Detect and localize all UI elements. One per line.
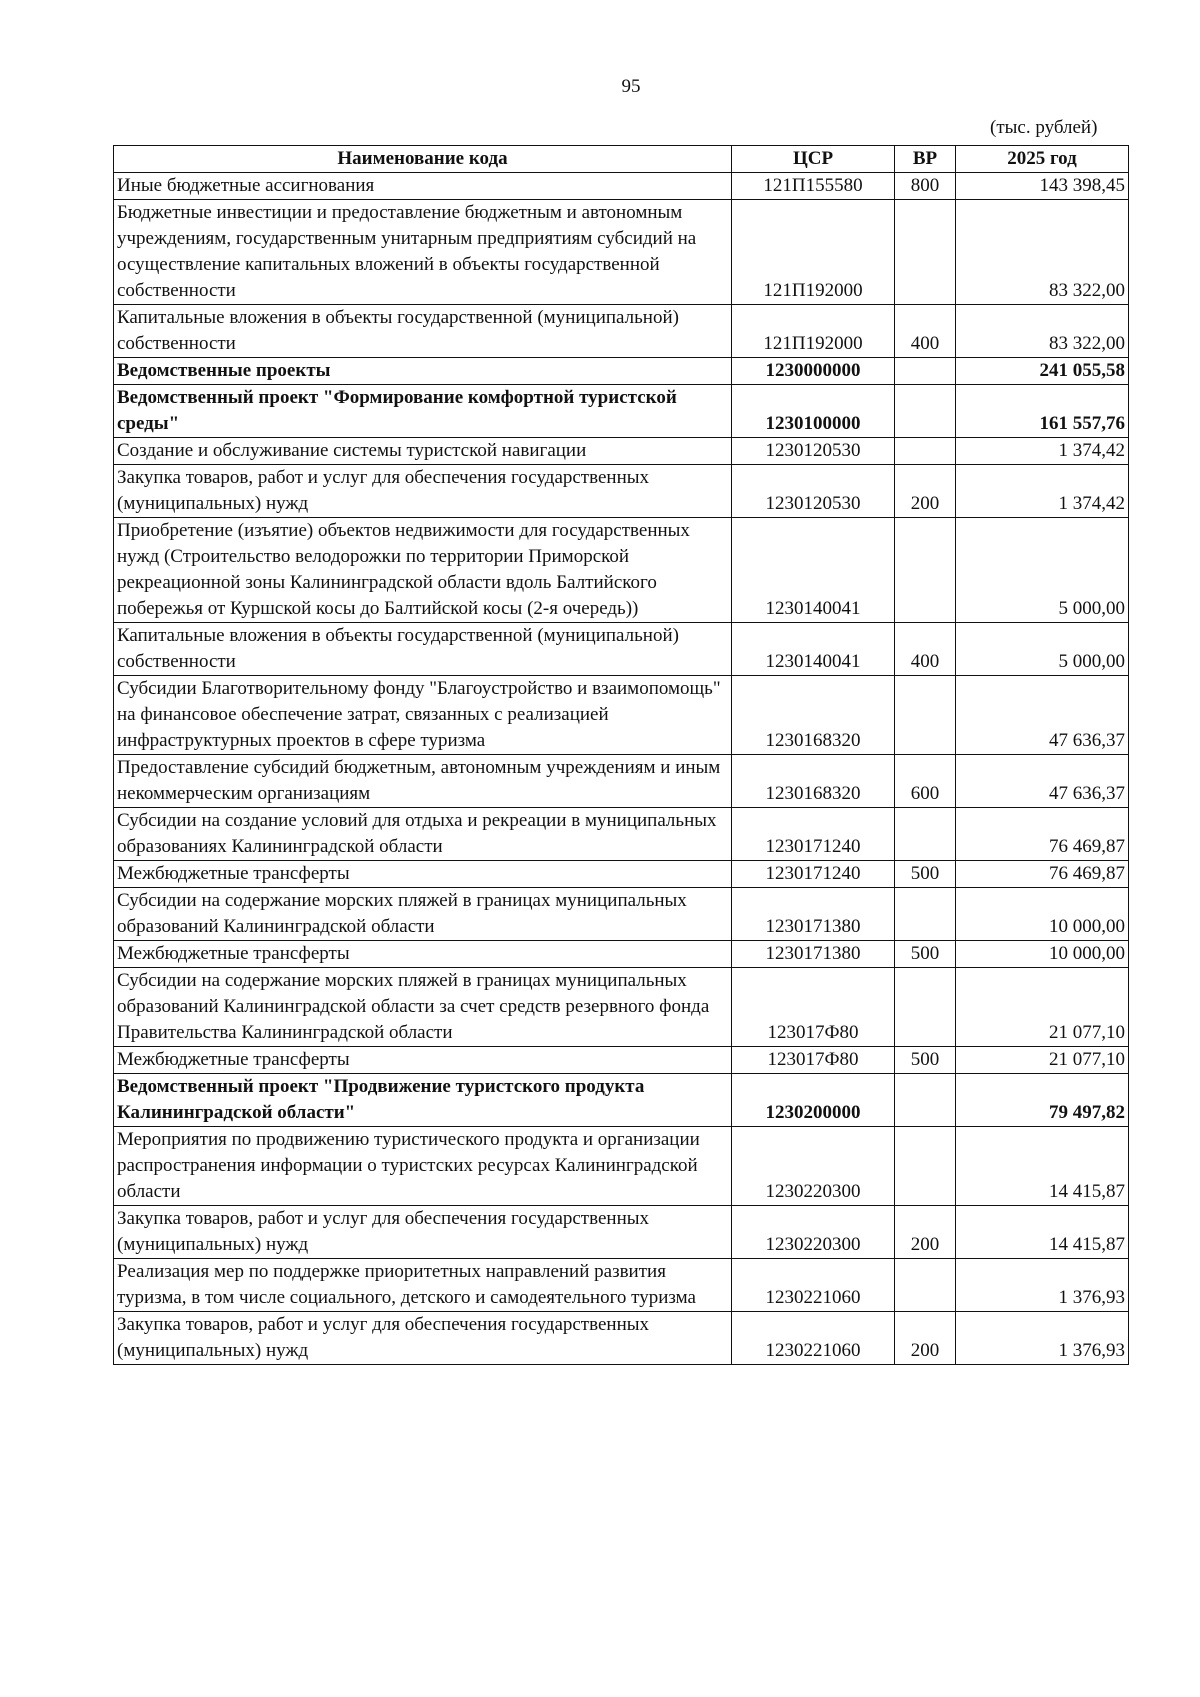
row-amount-cell: 10 000,00 <box>956 941 1129 968</box>
row-csr-cell: 1230100000 <box>732 385 895 438</box>
table-body <box>114 173 1129 1365</box>
row-name-cell: Субсидии на содержание морских пляжей в границах муниципальных образований Калининградской области за счет средств резервного фонда Правительства Калининградской области <box>114 968 732 1047</box>
table-row <box>114 465 1129 518</box>
row-amount-cell: 161 557,76 <box>956 385 1129 438</box>
row-name-cell: Предоставление субсидий бюджетным, автономным учреждениям и иным некоммерческим организациям <box>114 755 732 808</box>
row-name-cell: Субсидии на создание условий для отдыха и рекреации в муниципальных образованиях Калининградской области <box>114 808 732 861</box>
row-csr-cell: 1230120530 <box>732 438 895 465</box>
row-name-cell: Ведомственный проект "Формирование комфортной туристской среды" <box>114 385 732 438</box>
row-amount-cell: 1 376,93 <box>956 1259 1129 1312</box>
row-name-cell: Иные бюджетные ассигнования <box>114 173 732 200</box>
row-csr-cell: 121П192000 <box>732 200 895 305</box>
row-name-cell: Создание и обслуживание системы туристской навигации <box>114 438 732 465</box>
header-name: Наименование кода <box>114 146 732 173</box>
table-row <box>114 755 1129 808</box>
row-name-cell: Приобретение (изъятие) объектов недвижимости для государственных нужд (Строительство велодорожки по территории Приморской рекреационной зоны Калининградской области вдоль Балтийского побережья от Куршской косы до Балтийской косы (2-я очередь)) <box>114 518 732 623</box>
table-row <box>114 676 1129 755</box>
row-csr-cell: 1230140041 <box>732 623 895 676</box>
row-csr-cell: 1230171240 <box>732 861 895 888</box>
row-vr-cell <box>895 1074 956 1127</box>
row-amount-cell: 1 374,42 <box>956 438 1129 465</box>
table-row <box>114 385 1129 438</box>
header-amount: 2025 год <box>956 146 1129 173</box>
table-row <box>114 941 1129 968</box>
row-csr-cell: 1230171240 <box>732 808 895 861</box>
row-vr-cell <box>895 518 956 623</box>
row-vr-cell: 400 <box>895 623 956 676</box>
row-amount-cell: 21 077,10 <box>956 968 1129 1047</box>
row-vr-cell <box>895 676 956 755</box>
table-row <box>114 1127 1129 1206</box>
row-amount-cell: 76 469,87 <box>956 808 1129 861</box>
table-row <box>114 518 1129 623</box>
row-vr-cell: 600 <box>895 755 956 808</box>
row-vr-cell: 200 <box>895 465 956 518</box>
row-csr-cell: 1230171380 <box>732 941 895 968</box>
row-amount-cell: 5 000,00 <box>956 518 1129 623</box>
row-amount-cell: 21 077,10 <box>956 1047 1129 1074</box>
unit-note: (тыс. рублей) <box>990 117 1098 138</box>
row-csr-cell: 121П155580 <box>732 173 895 200</box>
row-amount-cell: 47 636,37 <box>956 676 1129 755</box>
row-csr-cell: 1230171380 <box>732 888 895 941</box>
row-name-cell: Субсидии Благотворительному фонду "Благоустройство и взаимопомощь" на финансовое обеспечение затрат, связанных с реализацией инфраструктурных проектов в сфере туризма <box>114 676 732 755</box>
row-name-cell: Закупка товаров, работ и услуг для обеспечения государственных (муниципальных) нужд <box>114 1312 732 1365</box>
row-vr-cell: 500 <box>895 1047 956 1074</box>
row-csr-cell: 1230140041 <box>732 518 895 623</box>
row-amount-cell: 143 398,45 <box>956 173 1129 200</box>
row-name-cell: Закупка товаров, работ и услуг для обеспечения государственных (муниципальных) нужд <box>114 465 732 518</box>
table-row <box>114 1312 1129 1365</box>
row-vr-cell: 800 <box>895 173 956 200</box>
table-row <box>114 305 1129 358</box>
row-vr-cell <box>895 808 956 861</box>
row-csr-cell: 1230221060 <box>732 1312 895 1365</box>
row-amount-cell: 241 055,58 <box>956 358 1129 385</box>
table-row <box>114 1074 1129 1127</box>
row-csr-cell: 1230168320 <box>732 676 895 755</box>
header-vr: ВР <box>895 146 956 173</box>
page-number: 95 <box>621 76 641 97</box>
row-name-cell: Бюджетные инвестиции и предоставление бюджетным и автономным учреждениям, государственным унитарным предприятиям субсидий на осуществление капитальных вложений в объекты государственной собственности <box>114 200 732 305</box>
budget-table <box>113 145 1129 1365</box>
row-name-cell: Реализация мер по поддержке приоритетных направлений развития туризма, в том числе социального, детского и самодеятельного туризма <box>114 1259 732 1312</box>
row-csr-cell: 1230000000 <box>732 358 895 385</box>
table-row <box>114 888 1129 941</box>
row-name-cell: Мероприятия по продвижению туристического продукта и организации распространения информации о туристских ресурсах Калининградской области <box>114 1127 732 1206</box>
row-amount-cell: 1 374,42 <box>956 465 1129 518</box>
table-row <box>114 623 1129 676</box>
row-amount-cell: 83 322,00 <box>956 200 1129 305</box>
row-name-cell: Межбюджетные трансферты <box>114 1047 732 1074</box>
header-csr: ЦСР <box>732 146 895 173</box>
row-vr-cell: 500 <box>895 861 956 888</box>
row-csr-cell: 1230221060 <box>732 1259 895 1312</box>
row-csr-cell: 1230200000 <box>732 1074 895 1127</box>
row-csr-cell: 121П192000 <box>732 305 895 358</box>
row-amount-cell: 47 636,37 <box>956 755 1129 808</box>
table-row <box>114 1259 1129 1312</box>
row-name-cell: Межбюджетные трансферты <box>114 941 732 968</box>
table-row <box>114 861 1129 888</box>
row-csr-cell: 123017Ф80 <box>732 1047 895 1074</box>
row-name-cell: Капитальные вложения в объекты государственной (муниципальной) собственности <box>114 623 732 676</box>
row-vr-cell <box>895 1127 956 1206</box>
row-amount-cell: 76 469,87 <box>956 861 1129 888</box>
row-vr-cell <box>895 968 956 1047</box>
row-amount-cell: 10 000,00 <box>956 888 1129 941</box>
row-vr-cell: 400 <box>895 305 956 358</box>
table-row <box>114 173 1129 200</box>
row-vr-cell <box>895 385 956 438</box>
row-vr-cell <box>895 438 956 465</box>
row-name-cell: Капитальные вложения в объекты государственной (муниципальной) собственности <box>114 305 732 358</box>
row-vr-cell: 500 <box>895 941 956 968</box>
row-name-cell: Ведомственные проекты <box>114 358 732 385</box>
row-csr-cell: 1230220300 <box>732 1127 895 1206</box>
row-vr-cell: 200 <box>895 1312 956 1365</box>
row-vr-cell: 200 <box>895 1206 956 1259</box>
row-amount-cell: 14 415,87 <box>956 1206 1129 1259</box>
table-row <box>114 808 1129 861</box>
row-name-cell: Межбюджетные трансферты <box>114 861 732 888</box>
row-csr-cell: 1230120530 <box>732 465 895 518</box>
row-amount-cell: 1 376,93 <box>956 1312 1129 1365</box>
row-vr-cell <box>895 888 956 941</box>
table-row <box>114 1047 1129 1074</box>
row-csr-cell: 1230220300 <box>732 1206 895 1259</box>
row-name-cell: Ведомственный проект "Продвижение туристского продукта Калининградской области" <box>114 1074 732 1127</box>
row-name-cell: Субсидии на содержание морских пляжей в границах муниципальных образований Калининградской области <box>114 888 732 941</box>
table-header-row <box>114 146 1129 173</box>
row-amount-cell: 79 497,82 <box>956 1074 1129 1127</box>
row-csr-cell: 123017Ф80 <box>732 968 895 1047</box>
row-csr-cell: 1230168320 <box>732 755 895 808</box>
table-row <box>114 358 1129 385</box>
table-row <box>114 968 1129 1047</box>
row-vr-cell <box>895 358 956 385</box>
row-vr-cell <box>895 1259 956 1312</box>
row-amount-cell: 5 000,00 <box>956 623 1129 676</box>
row-name-cell: Закупка товаров, работ и услуг для обеспечения государственных (муниципальных) нужд <box>114 1206 732 1259</box>
row-amount-cell: 83 322,00 <box>956 305 1129 358</box>
table-row <box>114 438 1129 465</box>
row-vr-cell <box>895 200 956 305</box>
table-row <box>114 1206 1129 1259</box>
table-row <box>114 200 1129 305</box>
row-amount-cell: 14 415,87 <box>956 1127 1129 1206</box>
